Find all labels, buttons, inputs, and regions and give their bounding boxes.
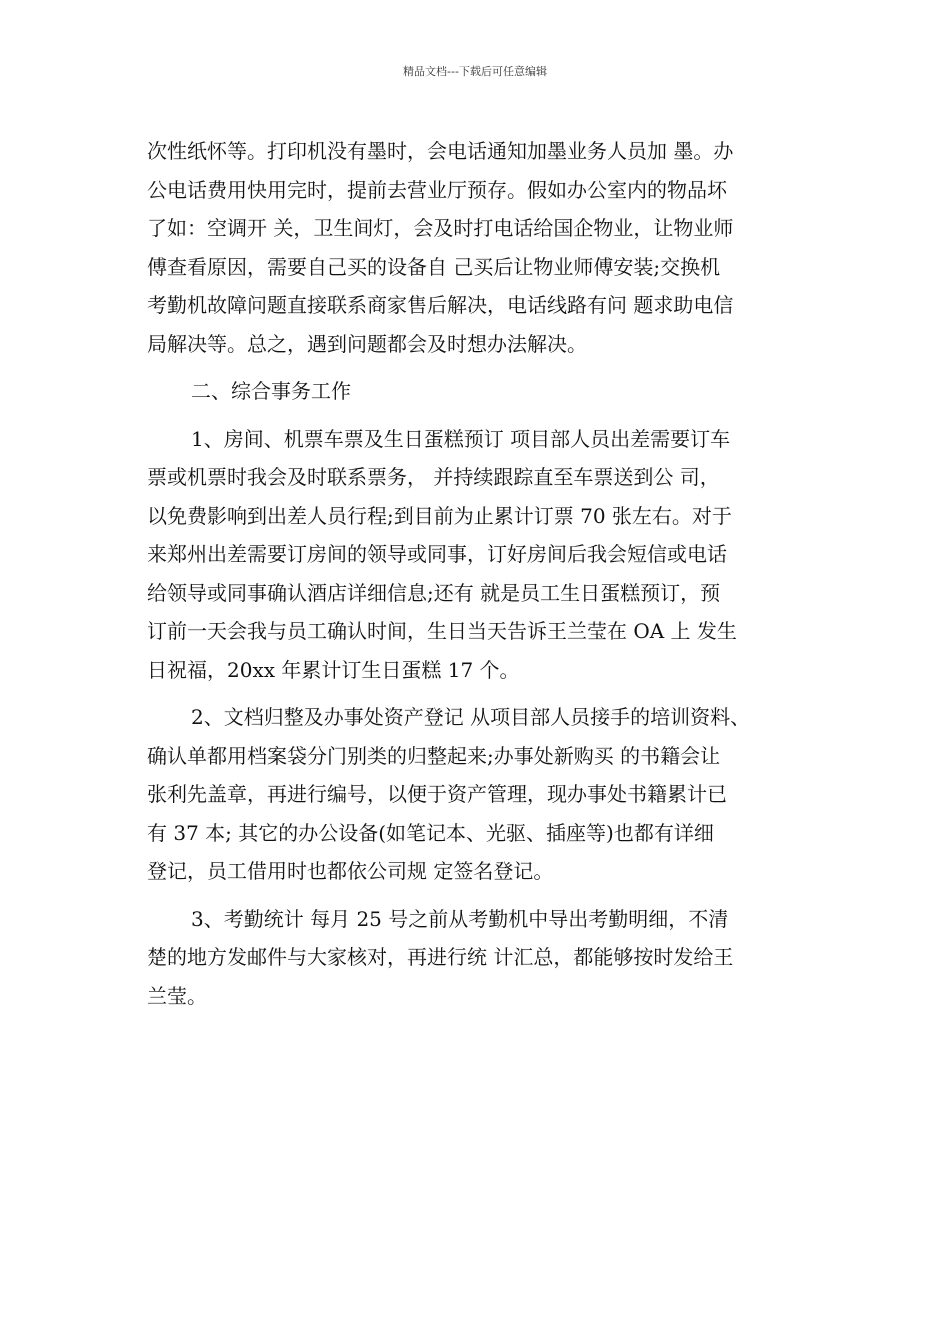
page-header: 精品文档---下载后可任意编辑	[403, 65, 547, 78]
text-line: 1、房间、机票车票及生日蛋糕预订 项目部人员出差需要订车	[191, 426, 731, 451]
text-line: 票或机票时我会及时联系票务， 并持续跟踪直至车票送到公 司，	[147, 465, 720, 489]
text-line: 给领导或同事确认酒店详细信息;还有 就是员工生日蛋糕预订，预	[147, 580, 721, 605]
text-line: 楚的地方发邮件与大家核对，再进行统 计汇总，都能够按时发给王	[147, 945, 734, 969]
text-line: 3、考勤统计 每月 25 号之前从考勤机中导出考勤明细，不清	[191, 906, 729, 931]
section-heading	[147, 372, 807, 411]
text-line: 次性纸怀等。打印机没有墨时，会电话通知加墨业务人员加 墨。办	[147, 139, 734, 163]
text-line: 确认单都用档案袋分门别类的归整起来;办事处新购买 的书籍会让	[147, 743, 721, 768]
text-line: 了如：空调开 关，卫生间灯，会及时打电话给国企物业，让物业师	[147, 216, 734, 240]
text-line: 订前一天会我与员工确认时间，生日当天告诉王兰莹在 OA 上 发生	[147, 619, 737, 643]
text-line: 兰莹。	[147, 983, 207, 1008]
text-line: 局解决等。总之，遇到问题都会及时想办法解决。	[147, 331, 587, 356]
paragraph-documents	[147, 698, 807, 891]
paragraph-booking	[147, 420, 807, 690]
text-line: 登记，员工借用时也都依公司规 定签名登记。	[147, 859, 554, 883]
text-line: 傅查看原因，需要自己买的设备自 己买后让物业师傅安装;交换机	[147, 254, 721, 279]
text-line: 来郑州出差需要订房间的领导或同事，订好房间后我会短信或电话	[147, 542, 727, 566]
text-line: 以免费影响到出差人员行程;到目前为止累计订票 70 张左右。对于	[147, 503, 732, 528]
text-line: 2、文档归整及办事处资产登记 从项目部人员接手的培训资料、	[191, 705, 751, 729]
text-line: 张利先盖章，再进行编号，以便于资产管理，现办事处书籍累计已	[147, 782, 727, 806]
document-body	[147, 132, 807, 1015]
text-line: 公电话费用快用完时，提前去营业厅预存。假如办公室内的物品坏	[147, 177, 727, 202]
text-line: 有 37 本; 其它的办公设备(如笔记本、光驱、插座等)也都有详细	[147, 820, 714, 845]
text-line: 日祝福，20xx 年累计订生日蛋糕 17 个。	[147, 657, 520, 682]
heading-line: 二、综合事务工作	[191, 379, 351, 403]
paragraph-1	[147, 132, 807, 363]
paragraph-attendance	[147, 900, 807, 1016]
text-line: 考勤机故障问题直接联系商家售后解决，电话线路有问 题求助电信	[147, 293, 734, 317]
